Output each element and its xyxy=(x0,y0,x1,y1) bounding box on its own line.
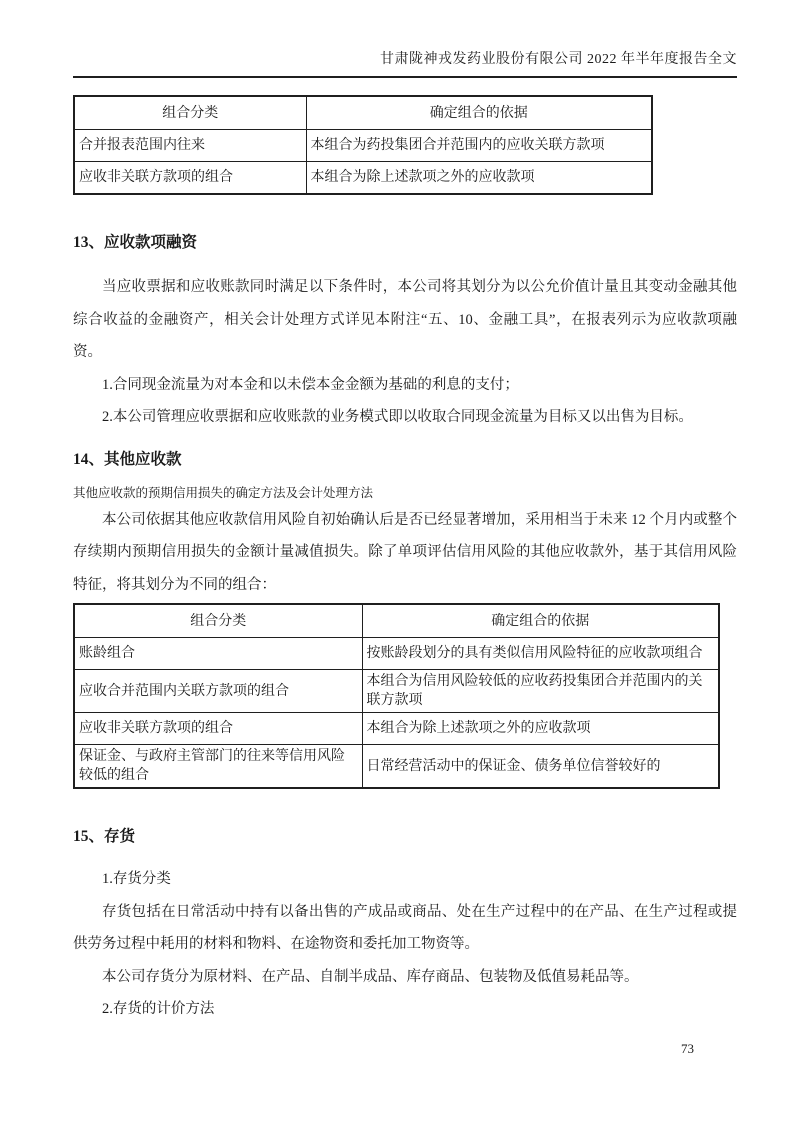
section-15-item-2: 2.存货的计价方法 xyxy=(102,1001,215,1017)
report-header: 甘肃陇神戎发药业股份有限公司 2022 年半年度报告全文 xyxy=(73,50,737,78)
table-header-cell: 确定组合的依据 xyxy=(306,96,652,130)
table-cell: 合并报表范围内往来 xyxy=(74,130,306,162)
section-13-item-1: 1.合同现金流量为对本金和以未偿本金金额为基础的利息的支付； xyxy=(102,376,519,393)
table-cell: 本组合为除上述款项之外的应收款项 xyxy=(362,713,719,745)
section-15-paragraph-1: 存货包括在日常活动中持有以备出售的产成品或商品、处在生产过程中的在产品、在生产过程或提供劳务过程中耗用的材料和物料、在途物资和委托加工物资等。 xyxy=(73,903,737,952)
section-15-paragraph-2: 本公司存货分为原材料、在产品、自制半成品、库存商品、包装物及低值易耗品等。 xyxy=(102,968,639,985)
section-15-heading: 15、存货 xyxy=(73,828,136,845)
section-15-item-1: 1.存货分类 xyxy=(102,871,171,887)
table-row xyxy=(74,130,652,162)
table-cell: 本组合为信用风险较低的应收药投集团合并范围内的关联方款项 xyxy=(362,670,719,713)
table-cell: 本组合为除上述款项之外的应收款项 xyxy=(306,162,652,195)
table-row xyxy=(74,713,719,745)
section-14-heading: 14、其他应收款 xyxy=(73,450,182,468)
section-14-subheading: 其他应收款的预期信用损失的确定方法及会计处理方法 xyxy=(73,485,374,500)
page-number: 73 xyxy=(681,1041,694,1056)
table-row xyxy=(74,638,719,670)
table-cell: 应收非关联方款项的组合 xyxy=(74,713,362,745)
table-header-cell: 组合分类 xyxy=(74,604,362,638)
table-header-row xyxy=(74,96,652,130)
table-header-cell: 确定组合的依据 xyxy=(362,604,719,638)
section-13-item-2: 2.本公司管理应收票据和应收账款的业务模式即以收取合同现金流量为目标又以出售为目标。 xyxy=(102,409,693,425)
receivables-portfolio-table xyxy=(73,95,653,195)
table-header-cell: 组合分类 xyxy=(74,96,306,130)
table-header-row xyxy=(74,604,719,638)
page-content xyxy=(73,0,737,1026)
section-13-paragraph: 当应收票据和应收账款同时满足以下条件时，本公司将其划分为以公允价值计量且其变动金融其他综合收益的金融资产，相关会计处理方式详见本附注“五、10、金融工具”，在报表列示为应收款项融资。 xyxy=(73,279,737,360)
table-row xyxy=(74,670,719,713)
table-cell: 日常经营活动中的保证金、债务单位信誉较好的 xyxy=(362,745,719,789)
table-cell: 保证金、与政府主管部门的往来等信用风险较低的组合 xyxy=(74,745,362,789)
section-13-heading: 13、应收款项融资 xyxy=(73,234,198,251)
other-receivables-portfolio-table xyxy=(73,603,720,789)
table-row xyxy=(74,745,719,789)
table-cell: 按账龄段划分的具有类似信用风险特征的应收款项组合 xyxy=(362,638,719,670)
table-row xyxy=(74,162,652,195)
table-cell: 应收非关联方款项的组合 xyxy=(74,162,306,195)
section-14-paragraph: 本公司依据其他应收款信用风险自初始确认后是否已经显著增加，采用相当于未来 12 个月内或整个存续期内预期信用损失的金额计量减值损失。除了单项评估信用风险的其他应收款外，基于其信用风险特征，将其划分为不同的组合： xyxy=(73,511,737,593)
table-cell: 账龄组合 xyxy=(74,638,362,670)
table-cell: 本组合为药投集团合并范围内的应收关联方款项 xyxy=(306,130,652,162)
table-cell: 应收合并范围内关联方款项的组合 xyxy=(74,670,362,713)
